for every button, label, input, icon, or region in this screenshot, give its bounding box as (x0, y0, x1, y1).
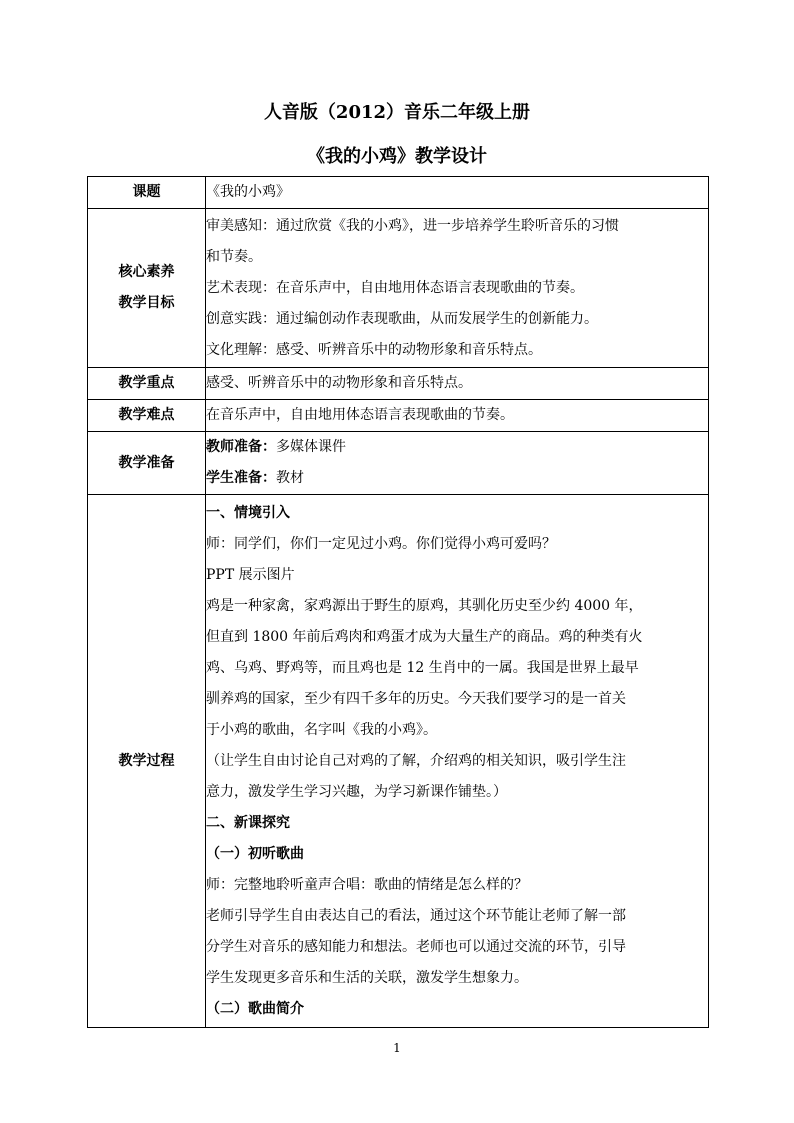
section-heading: 一、情境引入 (206, 505, 290, 521)
process-line: 分学生对音乐的感知能力和想法。老师也可以通过交流的环节，引导 (206, 939, 626, 955)
goal-line: 审美感知：通过欣赏《我的小鸡》，进一步培养学生聆听音乐的习惯 (206, 218, 619, 234)
process-line: 于小鸡的歌曲，名字叫《我的小鸡》。 (206, 722, 437, 738)
teacher-preparation-value: 多媒体课件 (276, 439, 346, 455)
table-row-process (88, 495, 709, 1028)
student-preparation-label: 学生准备： (206, 470, 276, 486)
difficulty-value: 在音乐声中，自由地用体态语言表现歌曲的节奏。 (206, 400, 709, 432)
process-line: 鸡是一种家禽，家鸡源出于野生的原鸡，其驯化历史至少约 4000 年， (206, 598, 643, 614)
process-line: PPT 展示图片 (206, 567, 295, 583)
subsection-heading: （一）初听歌曲 (206, 846, 304, 862)
preparation-label: 教学准备 (88, 432, 206, 495)
process-content (206, 495, 709, 1028)
lesson-plan-table (87, 176, 709, 1028)
teacher-preparation-label: 教师准备： (206, 439, 276, 455)
goals-label-line1: 核心素养 (118, 264, 175, 280)
table-row-topic (88, 177, 709, 209)
table-row-difficulty (88, 400, 709, 432)
process-line: 意力，激发学生学习兴趣，为学习新课作铺垫。） (206, 784, 507, 800)
process-label: 教学过程 (88, 495, 206, 1028)
difficulty-label: 教学难点 (88, 400, 206, 432)
process-line: 师：完整地聆听童声合唱：歌曲的情绪是怎么样的？ (206, 877, 528, 893)
process-line: 鸡、乌鸡、野鸡等，而且鸡也是 12 生肖中的一属。我国是世界上最早 (206, 660, 639, 676)
student-preparation-value: 教材 (276, 470, 304, 486)
goals-label (88, 209, 206, 368)
goal-line: 创意实践：通过编创动作表现歌曲，从而发展学生的创新能力。 (206, 311, 598, 327)
key-point-value: 感受、听辨音乐中的动物形象和音乐特点。 (206, 368, 709, 400)
process-line: 老师引导学生自由表达自己的看法，通过这个环节能让老师了解一部 (206, 908, 626, 924)
topic-value: 《我的小鸡》 (206, 177, 709, 209)
page-number: 1 (393, 1041, 401, 1055)
preparation-content (206, 432, 709, 495)
goal-line: 和节奏。 (206, 249, 262, 265)
process-line: 驯养鸡的国家，至少有四千多年的历史。今天我们要学习的是一首关 (206, 691, 626, 707)
section-heading: 二、新课探究 (206, 815, 290, 831)
process-line: （让学生自由讨论自己对鸡的了解，介绍鸡的相关知识，吸引学生注 (206, 753, 626, 769)
document-subtitle: 《我的小鸡》教学设计 (307, 146, 487, 167)
process-line: 学生发现更多音乐和生活的关联，激发学生想象力。 (206, 970, 528, 986)
teacher-preparation (206, 432, 708, 463)
process-line: 但直到 1800 年前后鸡肉和鸡蛋才成为大量生产的商品。鸡的种类有火 (206, 629, 643, 645)
table-row-key-point (88, 368, 709, 400)
topic-label: 课题 (88, 177, 206, 209)
key-point-label: 教学重点 (88, 368, 206, 400)
table-row-goals (88, 209, 709, 368)
document-title: 人音版（2012）音乐二年级上册 (263, 102, 531, 123)
student-preparation (206, 463, 708, 494)
goal-line: 文化理解：感受、听辨音乐中的动物形象和音乐特点。 (206, 342, 542, 358)
process-line: 师：同学们，你们一定见过小鸡。你们觉得小鸡可爱吗？ (206, 536, 556, 552)
table-row-preparation (88, 432, 709, 495)
goal-line: 艺术表现：在音乐声中，自由地用体态语言表现歌曲的节奏。 (206, 280, 584, 296)
goals-label-line2: 教学目标 (118, 295, 175, 311)
goals-content (206, 209, 709, 368)
subsection-heading: （二）歌曲简介 (206, 1001, 304, 1017)
